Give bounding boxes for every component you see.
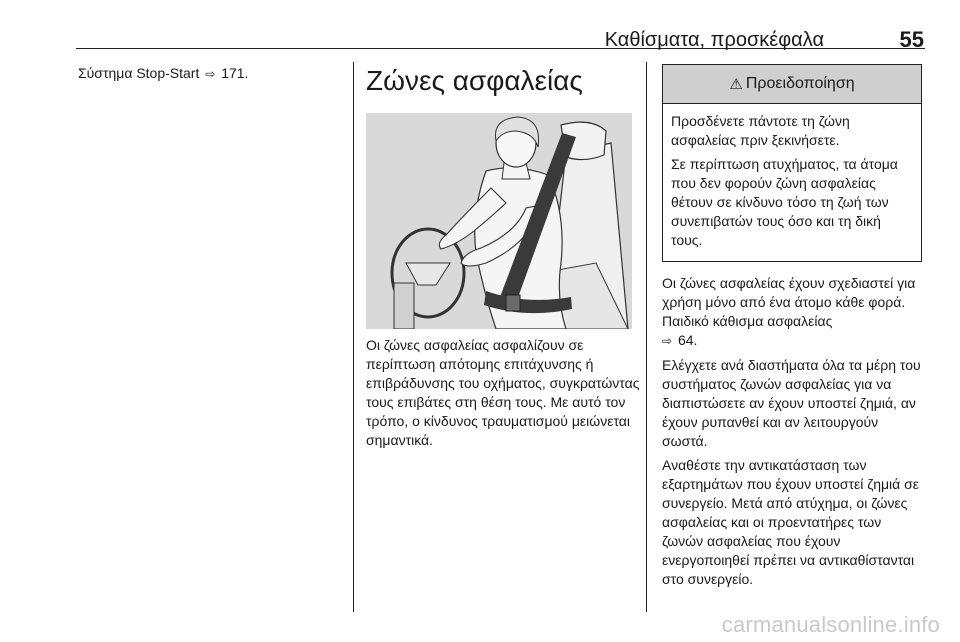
body-paragraph: Αναθέστε την αντικατάσταση των εξαρτημάτων που έχουν υποστεί ζημιά σε συνεργείο. Μετά από ατύχημα, οι ζώνες ασφαλείας και οι προεντατήρες των ζωνών ασφαλείας που έχουν ενεργοποιηθεί πρέπει να αντικαθίστανται στο συνεργείο. — [662, 457, 920, 587]
warning-paragraph: Προσδένετε πάντοτε τη ζώνη ασφαλείας πριν ξεκινήσετε. — [671, 113, 850, 148]
warning-paragraph: Σε περίπτωση ατυχήματος, τα άτομα που δεν φορούν ζώνη ασφαλείας θέτουν σε κίνδυνο τόσο τη ζωή των συνεπιβατών τους όσο και τη δική τους. — [671, 156, 898, 248]
header-divider — [76, 48, 925, 49]
column-divider-left — [353, 62, 354, 612]
right-text-block — [662, 274, 924, 589]
cross-reference-link[interactable]: 171. — [221, 65, 249, 81]
warning-header — [663, 65, 921, 104]
column-divider-right — [646, 62, 647, 612]
column-right — [662, 64, 924, 594]
page-number: 55 — [899, 27, 924, 52]
cross-reference-link[interactable]: 64. — [677, 332, 698, 348]
intro-text-block — [366, 336, 642, 455]
warning-title: Προειδοποίηση — [745, 75, 855, 92]
body-paragraph: Οι ζώνες ασφαλείας ασφαλίζουν σε περίπτωση απότομης επιτάχυνσης ή επιβράδυνσης του οχήματος, συγκρατώντας τους επιβάτες στη θέση τους. Με αυτό τον τρόπο, ο κίνδυνος τραυματισμού μειώνεται σημαντικά. — [366, 337, 640, 448]
cross-reference-text: Σύστημα Stop-Start — [78, 65, 200, 81]
section-heading: Ζώνες ασφαλείας — [366, 65, 583, 96]
body-paragraph: Ελέγχετε ανά διαστήματα όλα τα μέρη του συστήματος ζωνών ασφαλείας για να διαπιστώσετε αν έχουν υποστεί ζημιά, αν έχουν ρυπανθεί και αν λειτουργούν σωστά. — [662, 357, 921, 449]
seatbelt-illustration — [366, 113, 632, 329]
column-left — [78, 64, 348, 84]
body-paragraph — [662, 274, 924, 351]
warning-box — [662, 64, 922, 262]
warning-body — [663, 104, 921, 261]
person-wearing-seatbelt-illustration — [366, 113, 632, 329]
reference-arrow-icon: ⇨ — [205, 67, 216, 81]
paragraph-text: Οι ζώνες ασφαλείας έχουν σχεδιαστεί για χρήση μόνο από ένα άτομο κάθε φορά. Παιδικό κάθισμα ασφαλείας — [662, 275, 916, 329]
column-middle — [366, 60, 642, 98]
warning-triangle-icon: ⚠ — [729, 76, 743, 93]
reference-arrow-icon: ⇨ — [662, 334, 673, 348]
running-header-title: Καθίσματα, προσκέφαλα — [604, 29, 824, 51]
watermark: carmanualsonline.info — [721, 612, 940, 637]
